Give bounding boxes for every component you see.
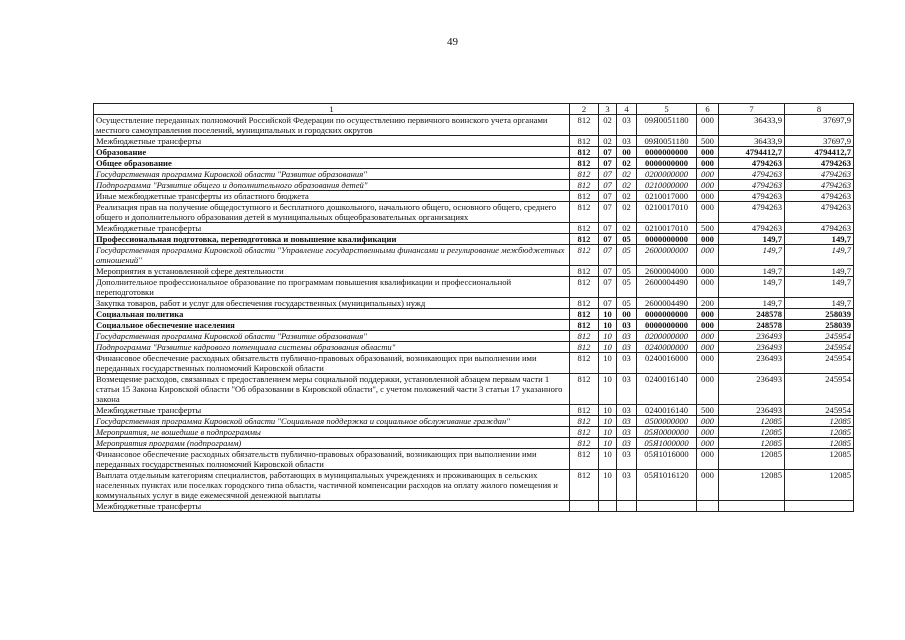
amount-year2-cell: 37697,9 [785,115,854,136]
section-cell: 07 [599,169,617,180]
table-row [94,438,854,449]
target-article-cell: 0500000000 [637,416,697,427]
target-article-cell: 09Я0051180 [637,136,697,147]
amount-year2-cell: 245954 [785,374,854,405]
amount-year1-cell: 12085 [719,449,785,470]
subsection-cell: 05 [617,245,637,266]
target-article-cell: 2600004490 [637,277,697,298]
expense-type-cell: 000 [697,158,719,169]
ministry-code-cell: 812 [570,449,599,470]
section-cell: 07 [599,191,617,202]
section-cell: 10 [599,438,617,449]
expense-type-cell: 000 [697,374,719,405]
expense-type-cell: 000 [697,309,719,320]
expense-type-cell: 000 [697,169,719,180]
amount-year1-cell: 36433,9 [719,136,785,147]
expense-type-cell: 000 [697,331,719,342]
amount-year1-cell: 149,7 [719,266,785,277]
section-cell: 07 [599,234,617,245]
ministry-code-cell: 812 [570,470,599,501]
table-row [94,115,854,136]
amount-year1-cell: 4794412,7 [719,147,785,158]
subsection-cell: 02 [617,191,637,202]
expense-type-cell: 500 [697,405,719,416]
subsection-cell: 02 [617,158,637,169]
amount-year2-cell: 149,7 [785,298,854,309]
expense-type-cell: 000 [697,191,719,202]
amount-year2-cell: 149,7 [785,277,854,298]
expense-type-cell: 000 [697,266,719,277]
amount-year1-cell: 236493 [719,405,785,416]
amount-year1-cell: 248578 [719,320,785,331]
section-cell [599,501,617,512]
item-name-cell: Межбюджетные трансферты [94,405,570,416]
section-cell: 07 [599,245,617,266]
section-cell: 07 [599,147,617,158]
subsection-cell: 03 [617,320,637,331]
amount-year1-cell: 4794263 [719,223,785,234]
item-name-cell: Межбюджетные трансферты [94,136,570,147]
expense-type-cell: 000 [697,245,719,266]
subsection-cell: 05 [617,298,637,309]
table-row [94,405,854,416]
table-row [94,136,854,147]
item-name-cell: Выплата отдельным категориям специалистов, работающих в муниципальных учреждениях и проживающих в сельских населенных пунктах или поселках городского типа области, частичной компенсации расходов на оплату жилого помещения и коммунальных услуг в виде ежемесячной денежной выплаты [94,470,570,501]
ministry-code-cell: 812 [570,374,599,405]
expense-type-cell: 500 [697,136,719,147]
table-row [94,416,854,427]
section-cell: 10 [599,374,617,405]
target-article-cell: 0240000000 [637,342,697,353]
section-cell: 07 [599,223,617,234]
table-row [94,298,854,309]
table-row [94,470,854,501]
expense-type-cell: 000 [697,234,719,245]
section-cell: 07 [599,202,617,223]
amount-year2-cell: 245954 [785,342,854,353]
section-cell: 10 [599,353,617,374]
amount-year1-cell: 236493 [719,342,785,353]
item-name-cell: Подпрограмма "Развитие общего и дополнительного образования детей" [94,180,570,191]
header-cell: 1 [94,104,570,115]
item-name-cell: Финансовое обеспечение расходных обязательств публично-правовых образований, возникающих при выполнении ими переданных государственных полномочий Кировской области [94,353,570,374]
target-article-cell: 09Я0051180 [637,115,697,136]
table-row [94,180,854,191]
subsection-cell: 00 [617,147,637,158]
ministry-code-cell: 812 [570,234,599,245]
table-row [94,320,854,331]
amount-year1-cell [719,501,785,512]
amount-year2-cell: 149,7 [785,266,854,277]
target-article-cell: 0200000000 [637,169,697,180]
amount-year2-cell: 245954 [785,405,854,416]
section-cell: 07 [599,277,617,298]
ministry-code-cell: 812 [570,416,599,427]
amount-year1-cell: 4794263 [719,202,785,223]
amount-year2-cell: 4794263 [785,191,854,202]
header-cell: 8 [785,104,854,115]
table-row [94,234,854,245]
item-name-cell: Государственная программа Кировской области "Социальная поддержка и социальное обслуживание граждан" [94,416,570,427]
subsection-cell: 05 [617,266,637,277]
ministry-code-cell: 812 [570,266,599,277]
amount-year1-cell: 36433,9 [719,115,785,136]
target-article-cell: 0210017010 [637,202,697,223]
target-article-cell: 0240016140 [637,374,697,405]
subsection-cell [617,501,637,512]
header-cell: 3 [599,104,617,115]
section-cell: 10 [599,416,617,427]
expense-type-cell: 000 [697,180,719,191]
target-article-cell: 05Я0000000 [637,427,697,438]
amount-year2-cell: 12085 [785,449,854,470]
section-cell: 07 [599,266,617,277]
target-article-cell: 2600000000 [637,245,697,266]
target-article-cell: 0210017000 [637,191,697,202]
table-row [94,169,854,180]
target-article-cell: 0200000000 [637,331,697,342]
amount-year2-cell: 258039 [785,320,854,331]
ministry-code-cell: 812 [570,202,599,223]
target-article-cell: 0240016000 [637,353,697,374]
ministry-code-cell: 812 [570,245,599,266]
expense-type-cell: 000 [697,277,719,298]
amount-year1-cell: 12085 [719,427,785,438]
subsection-cell: 03 [617,427,637,438]
header-cell: 4 [617,104,637,115]
target-article-cell: 0000000000 [637,147,697,158]
amount-year2-cell: 4794263 [785,202,854,223]
item-name-cell: Реализация прав на получение общедоступного и бесплатного дошкольного, начального общего, основного общего, среднего общего и дополнительного образования детей в муниципальных общеобразовательных организациях [94,202,570,223]
item-name-cell: Осуществление переданных полномочий Российской Федерации по осуществлению первичного воинского учета органами местного самоуправления поселений, муниципальных и городских округов [94,115,570,136]
table-row [94,223,854,234]
section-cell: 10 [599,427,617,438]
amount-year1-cell: 12085 [719,416,785,427]
item-name-cell: Социальное обеспечение населения [94,320,570,331]
subsection-cell: 05 [617,277,637,298]
table-row [94,331,854,342]
subsection-cell: 00 [617,309,637,320]
expense-type-cell: 000 [697,202,719,223]
subsection-cell: 03 [617,115,637,136]
section-cell: 10 [599,342,617,353]
subsection-cell: 03 [617,374,637,405]
amount-year2-cell: 12085 [785,470,854,501]
subsection-cell: 03 [617,136,637,147]
expense-type-cell: 000 [697,438,719,449]
item-name-cell: Государственная программа Кировской области "Развитие образования" [94,169,570,180]
amount-year1-cell: 4794263 [719,158,785,169]
header-cell: 2 [570,104,599,115]
amount-year2-cell: 4794263 [785,223,854,234]
amount-year2-cell: 4794263 [785,169,854,180]
target-article-cell: 0210017010 [637,223,697,234]
item-name-cell: Мероприятия программ (подпрограмм) [94,438,570,449]
ministry-code-cell [570,501,599,512]
amount-year2-cell: 149,7 [785,245,854,266]
subsection-cell: 03 [617,342,637,353]
item-name-cell: Государственная программа Кировской области "Развитие образования" [94,331,570,342]
amount-year2-cell: 12085 [785,427,854,438]
target-article-cell: 0000000000 [637,234,697,245]
target-article-cell: 2600004000 [637,266,697,277]
section-cell: 10 [599,331,617,342]
table-row [94,191,854,202]
table-row [94,342,854,353]
table-row [94,245,854,266]
section-cell: 02 [599,115,617,136]
section-cell: 07 [599,180,617,191]
subsection-cell: 03 [617,449,637,470]
amount-year2-cell: 12085 [785,438,854,449]
table-row [94,277,854,298]
item-name-cell: Закупка товаров, работ и услуг для обеспечения государственных (муниципальных) нужд [94,298,570,309]
header-row [94,104,854,115]
item-name-cell: Социальная политика [94,309,570,320]
target-article-cell [637,501,697,512]
ministry-code-cell: 812 [570,147,599,158]
amount-year1-cell: 149,7 [719,234,785,245]
expense-type-cell: 000 [697,470,719,501]
item-name-cell: Государственная программа Кировской области "Управление государственными финансами и регулирование межбюджетных отношений" [94,245,570,266]
ministry-code-cell: 812 [570,353,599,374]
amount-year1-cell: 149,7 [719,298,785,309]
amount-year1-cell: 236493 [719,331,785,342]
amount-year2-cell: 4794263 [785,158,854,169]
target-article-cell: 05Я1016000 [637,449,697,470]
table-row [94,427,854,438]
amount-year1-cell: 4794263 [719,191,785,202]
target-article-cell: 2600004490 [637,298,697,309]
ministry-code-cell: 812 [570,277,599,298]
table-row [94,266,854,277]
ministry-code-cell: 812 [570,320,599,331]
item-name-cell: Возмещение расходов, связанных с предоставлением меры социальной поддержки, установленной абзацем первым части 1 статьи 15 Закона Кировской области "Об образовании в Кировской области", с учетом положений части 3 статьи 17 указанного закона [94,374,570,405]
amount-year1-cell: 149,7 [719,277,785,298]
section-cell: 07 [599,158,617,169]
amount-year2-cell: 12085 [785,416,854,427]
expense-type-cell: 200 [697,298,719,309]
expense-type-cell: 000 [697,416,719,427]
item-name-cell: Профессиональная подготовка, переподготовка и повышение квалификации [94,234,570,245]
ministry-code-cell: 812 [570,331,599,342]
expense-type-cell: 000 [697,320,719,331]
subsection-cell: 02 [617,223,637,234]
header-cell: 7 [719,104,785,115]
target-article-cell: 0210000000 [637,180,697,191]
item-name-cell: Межбюджетные трансферты [94,223,570,234]
expense-type-cell: 000 [697,342,719,353]
expense-type-cell: 000 [697,353,719,374]
target-article-cell: 05Я1016120 [637,470,697,501]
amount-year2-cell: 4794263 [785,180,854,191]
page-number: 49 [447,36,458,48]
subsection-cell: 05 [617,234,637,245]
section-cell: 10 [599,470,617,501]
target-article-cell: 0000000000 [637,320,697,331]
ministry-code-cell: 812 [570,427,599,438]
ministry-code-cell: 812 [570,158,599,169]
ministry-code-cell: 812 [570,298,599,309]
header-cell: 6 [697,104,719,115]
amount-year1-cell: 12085 [719,438,785,449]
ministry-code-cell: 812 [570,180,599,191]
item-name-cell: Иные межбюджетные трансферты из областного бюджета [94,191,570,202]
expense-type-cell: 000 [697,115,719,136]
item-name-cell: Финансовое обеспечение расходных обязательств публично-правовых образований, возникающих при выполнении ими переданных государственных полномочий Кировской области [94,449,570,470]
table-row [94,202,854,223]
table-row [94,147,854,158]
target-article-cell: 0000000000 [637,158,697,169]
expense-type-cell: 500 [697,223,719,234]
amount-year1-cell: 149,7 [719,245,785,266]
section-cell: 10 [599,309,617,320]
item-name-cell: Мероприятия в установленной сфере деятельности [94,266,570,277]
amount-year2-cell: 245954 [785,331,854,342]
amount-year2-cell: 258039 [785,309,854,320]
ministry-code-cell: 812 [570,223,599,234]
ministry-code-cell: 812 [570,309,599,320]
amount-year1-cell: 236493 [719,374,785,405]
subsection-cell: 03 [617,470,637,501]
subsection-cell: 02 [617,180,637,191]
amount-year1-cell: 248578 [719,309,785,320]
table-row [94,449,854,470]
item-name-cell: Мероприятия, не вошедшие в подпрограммы [94,427,570,438]
subsection-cell: 03 [617,331,637,342]
amount-year2-cell: 149,7 [785,234,854,245]
target-article-cell: 0240016140 [637,405,697,416]
ministry-code-cell: 812 [570,191,599,202]
amount-year1-cell: 4794263 [719,169,785,180]
ministry-code-cell: 812 [570,136,599,147]
section-cell: 10 [599,449,617,470]
subsection-cell: 02 [617,202,637,223]
header-cell: 5 [637,104,697,115]
expense-type-cell: 000 [697,449,719,470]
item-name-cell: Образование [94,147,570,158]
table-row [94,158,854,169]
amount-year2-cell: 245954 [785,353,854,374]
target-article-cell: 05Я1000000 [637,438,697,449]
table-row [94,353,854,374]
section-cell: 02 [599,136,617,147]
table-row [94,374,854,405]
item-name-cell: Подпрограмма "Развитие кадрового потенциала системы образования области" [94,342,570,353]
target-article-cell: 0000000000 [637,309,697,320]
item-name-cell: Межбюджетные трансферты [94,501,570,512]
expense-type-cell: 000 [697,427,719,438]
budget-table [93,103,854,512]
ministry-code-cell: 812 [570,438,599,449]
subsection-cell: 03 [617,416,637,427]
subsection-cell: 03 [617,405,637,416]
item-name-cell: Общее образование [94,158,570,169]
expense-type-cell [697,501,719,512]
ministry-code-cell: 812 [570,405,599,416]
expense-type-cell: 000 [697,147,719,158]
ministry-code-cell: 812 [570,169,599,180]
amount-year2-cell [785,501,854,512]
amount-year1-cell: 12085 [719,470,785,501]
section-cell: 10 [599,320,617,331]
subsection-cell: 03 [617,438,637,449]
subsection-cell: 03 [617,353,637,374]
section-cell: 10 [599,405,617,416]
table-row [94,501,854,512]
amount-year2-cell: 37697,9 [785,136,854,147]
table-row [94,309,854,320]
section-cell: 07 [599,298,617,309]
ministry-code-cell: 812 [570,115,599,136]
amount-year1-cell: 4794263 [719,180,785,191]
amount-year2-cell: 4794412,7 [785,147,854,158]
item-name-cell: Дополнительное профессиональное образование по программам повышения квалификации и профессиональной переподготовки [94,277,570,298]
amount-year1-cell: 236493 [719,353,785,374]
subsection-cell: 02 [617,169,637,180]
ministry-code-cell: 812 [570,342,599,353]
